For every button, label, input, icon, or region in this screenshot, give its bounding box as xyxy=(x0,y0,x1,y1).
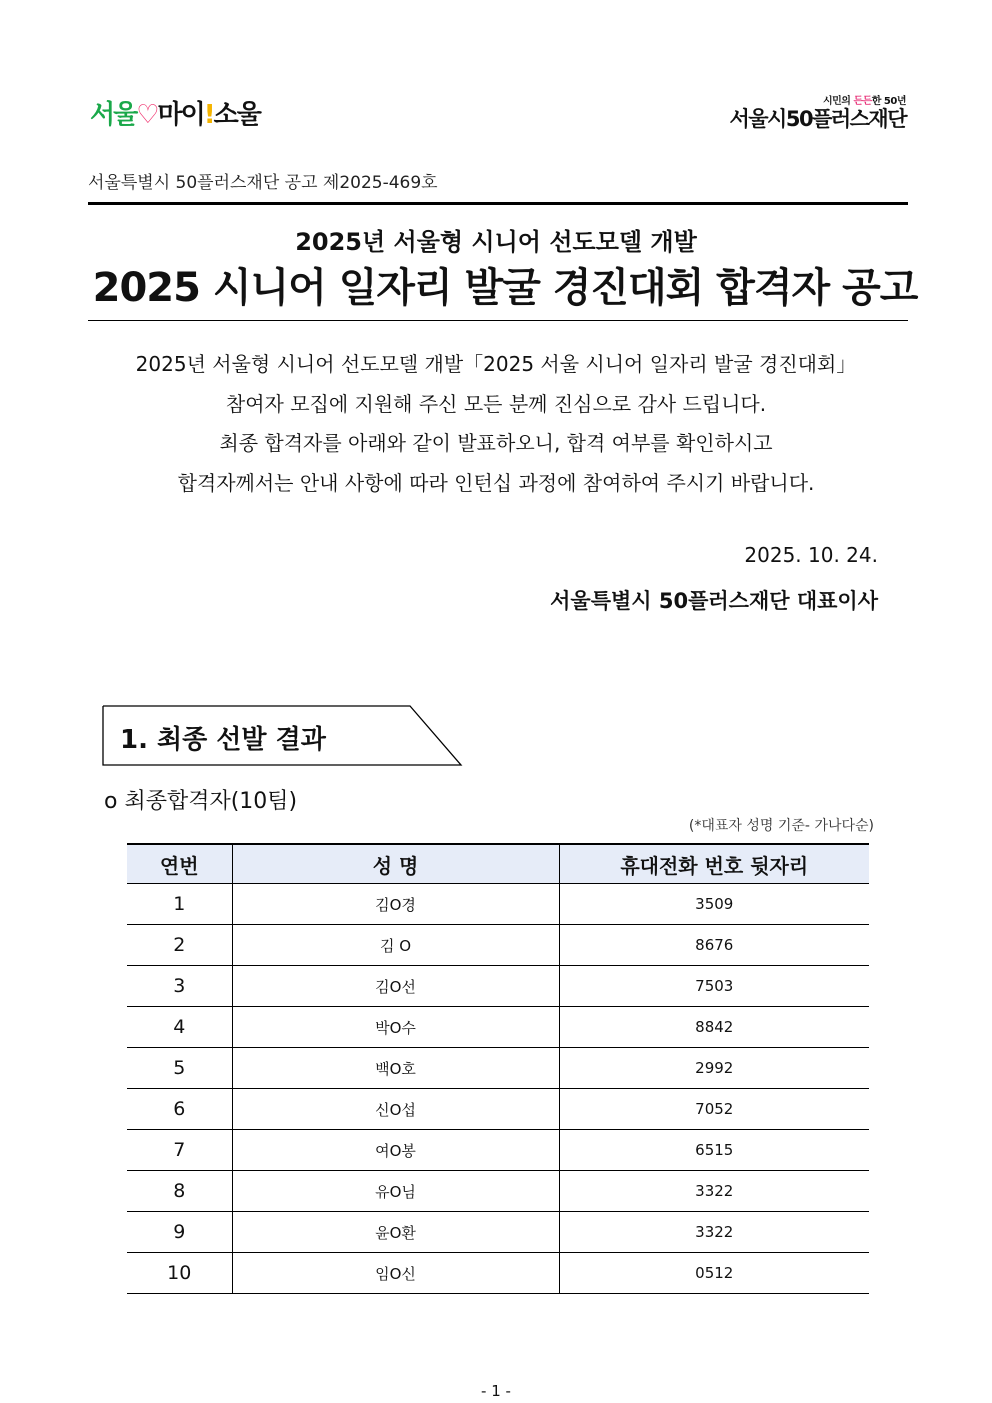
phone-suffix-cell: 3322 xyxy=(559,1171,869,1212)
table-row xyxy=(127,1212,869,1253)
signer: 서울특별시 50플러스재단 대표이사 xyxy=(550,589,878,613)
table-row xyxy=(127,925,869,966)
phone-suffix-cell: 6515 xyxy=(559,1130,869,1171)
body-line: 2025년 서울형 시니어 선도모델 개발「2025 서울 시니어 일자리 발굴 경진대회」 xyxy=(135,352,857,376)
phone-suffix-cell: 8842 xyxy=(559,1007,869,1048)
body-line: 합격자께서는 안내 사항에 따라 인턴십 과정에 참여하여 주시기 바랍니다. xyxy=(177,470,815,495)
name-cell: 박O수 xyxy=(232,1007,559,1048)
section-heading xyxy=(102,705,462,766)
page-title: 2025 시니어 일자리 발굴 경진대회 합격자 공고 xyxy=(92,265,918,311)
name-cell: 유O님 xyxy=(232,1171,559,1212)
column-header: 연번 xyxy=(127,844,232,884)
row-number: 1 xyxy=(127,884,232,925)
sort-note: (*대표자 성명 기준- 가나다순) xyxy=(688,818,874,834)
phone-suffix-cell: 7503 xyxy=(559,966,869,1007)
phone-suffix-cell: 2992 xyxy=(559,1048,869,1089)
table-row xyxy=(127,1048,869,1089)
row-number: 4 xyxy=(127,1007,232,1048)
phone-suffix-cell: 7052 xyxy=(559,1089,869,1130)
table-row xyxy=(127,1171,869,1212)
phone-suffix-cell: 3322 xyxy=(559,1212,869,1253)
name-cell: 김O선 xyxy=(232,966,559,1007)
section-title: 1. 최종 선발 결과 xyxy=(120,725,326,755)
table-row xyxy=(127,884,869,925)
table-row xyxy=(127,1089,869,1130)
table-row xyxy=(127,1130,869,1171)
row-number: 5 xyxy=(127,1048,232,1089)
row-number: 9 xyxy=(127,1212,232,1253)
name-cell: 윤O환 xyxy=(232,1212,559,1253)
seoul-my-soul-logo: 서울♡마이!소울 xyxy=(90,100,260,130)
table-row xyxy=(127,1007,869,1048)
name-cell: 백O호 xyxy=(232,1048,559,1089)
body-line: 최종 합격자를 아래와 같이 발표하오니, 합격 여부를 확인하시고 xyxy=(219,431,773,455)
name-cell: 신O섭 xyxy=(232,1089,559,1130)
row-number: 10 xyxy=(127,1253,232,1294)
divider xyxy=(88,202,908,205)
divider xyxy=(88,320,908,321)
announcement-body xyxy=(0,345,992,503)
body-line: 참여자 모집에 지원해 주신 모든 분께 진심으로 감사 드립니다. xyxy=(225,391,767,416)
row-number: 6 xyxy=(127,1089,232,1130)
bullet-item: o 최종합격자(10팀) xyxy=(104,789,298,814)
results-table xyxy=(127,843,869,1294)
announcement-date: 2025. 10. 24. xyxy=(744,543,878,567)
phone-suffix-cell: 0512 xyxy=(559,1253,869,1294)
row-number: 2 xyxy=(127,925,232,966)
row-number: 8 xyxy=(127,1171,232,1212)
row-number: 7 xyxy=(127,1130,232,1171)
phone-suffix-cell: 3509 xyxy=(559,884,869,925)
name-cell: 김O경 xyxy=(232,884,559,925)
page-number: - 1 - xyxy=(481,1382,511,1400)
notice-number: 서울특별시 50플러스재단 공고 제2025-469호 xyxy=(88,173,438,193)
seoul-50plus-logo: 시민의 든든한 50년 서울시50플러스재단 xyxy=(729,96,906,131)
subtitle: 2025년 서울형 시니어 선도모델 개발 xyxy=(295,228,697,256)
column-header: 성 명 xyxy=(232,844,559,884)
name-cell: 김 O xyxy=(232,925,559,966)
table-row xyxy=(127,1253,869,1294)
phone-suffix-cell: 8676 xyxy=(559,925,869,966)
column-header: 휴대전화 번호 뒷자리 xyxy=(559,844,869,884)
name-cell: 임O신 xyxy=(232,1253,559,1294)
name-cell: 여O봉 xyxy=(232,1130,559,1171)
row-number: 3 xyxy=(127,966,232,1007)
table-row xyxy=(127,966,869,1007)
